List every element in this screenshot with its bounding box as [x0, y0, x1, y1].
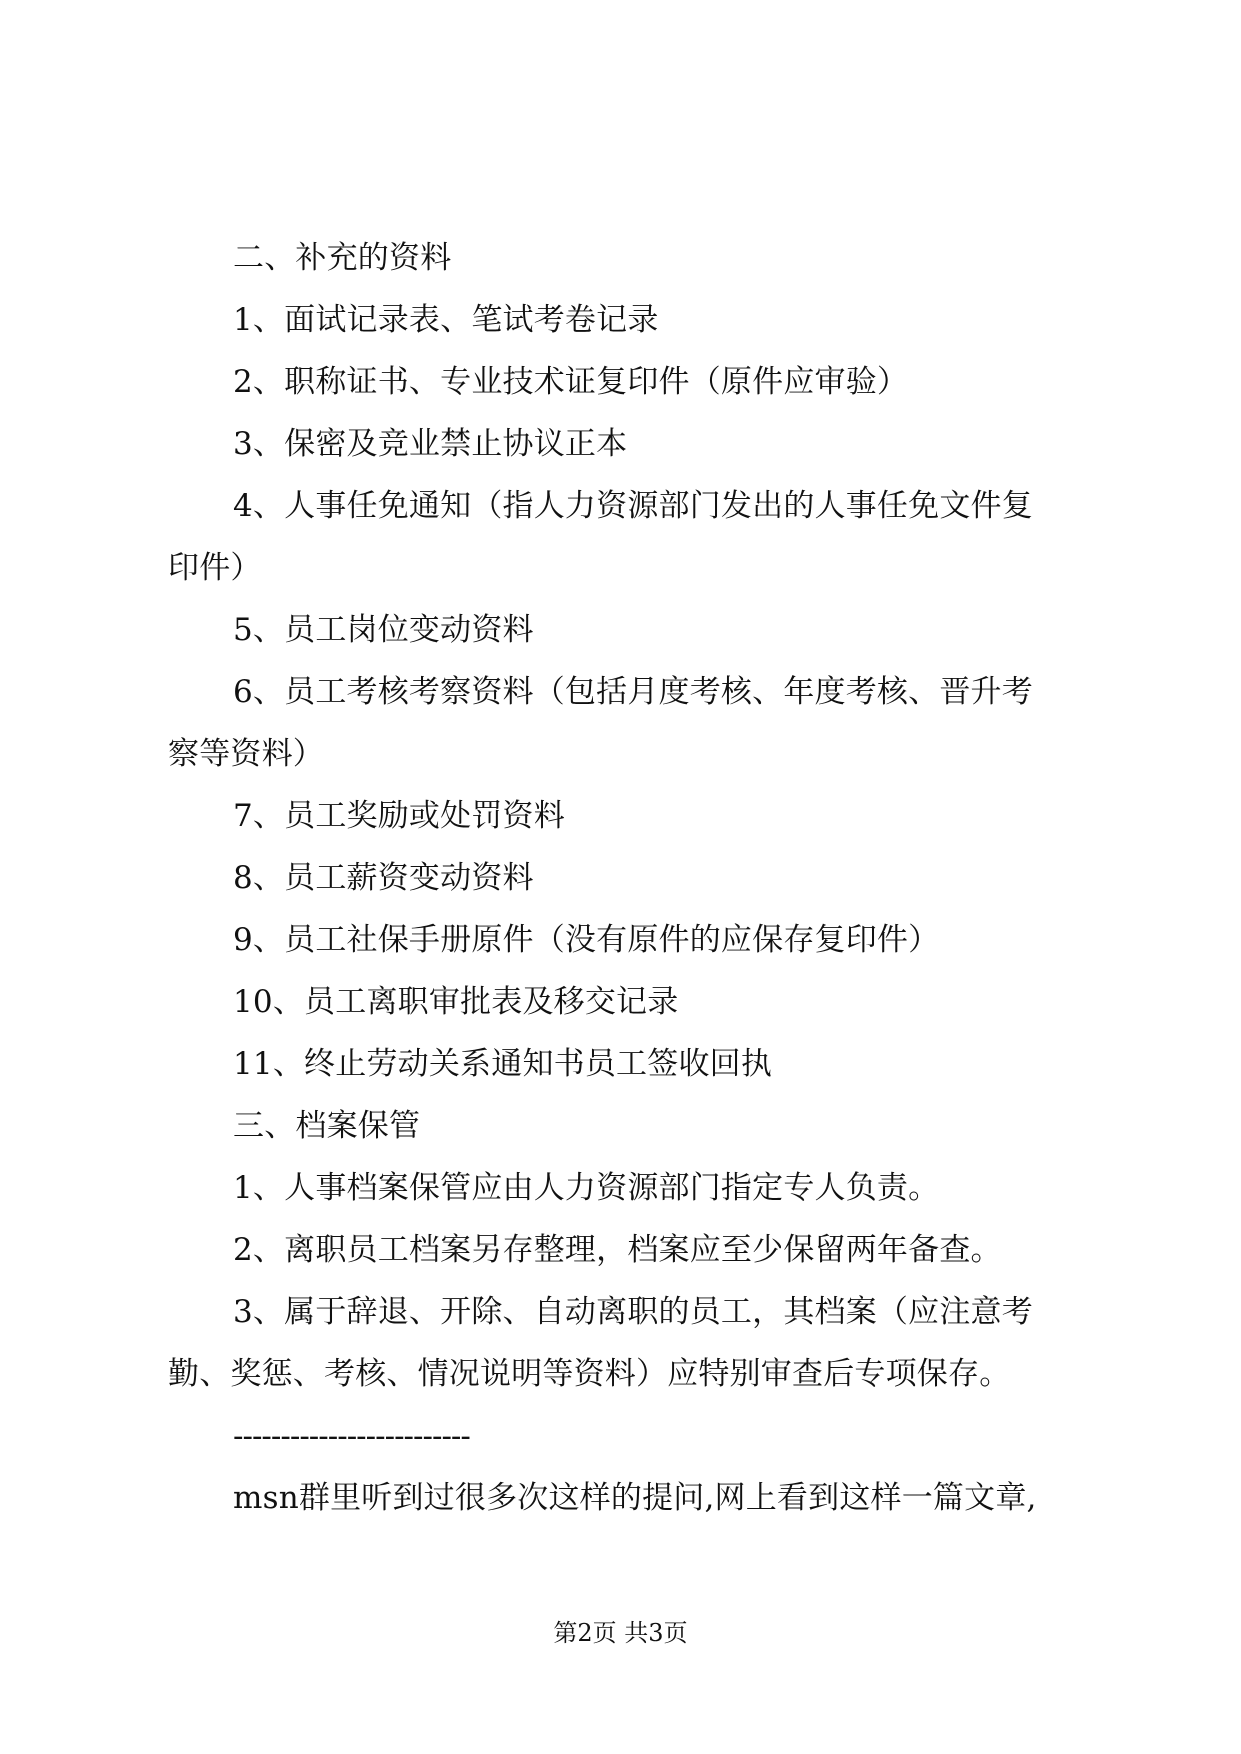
paragraph-text: msn群里听到过很多次这样的提问,网上看到这样一篇文章, [233, 1480, 1037, 1516]
section-heading-archive-storage: 三、档案保管 [233, 1108, 421, 1144]
list-item: 3、属于辞退、开除、自动离职的员工，其档案（应注意考 [233, 1294, 1033, 1330]
list-item: 1、面试记录表、笔试考卷记录 [233, 302, 659, 338]
list-item: 8、员工薪资变动资料 [233, 860, 534, 896]
list-item: 10、员工离职审批表及移交记录 [233, 984, 679, 1020]
section-heading-supplementary: 二、补充的资料 [233, 240, 452, 276]
list-item: 3、保密及竞业禁止协议正本 [233, 426, 628, 462]
list-item: 11、终止劳动关系通知书员工签收回执 [233, 1046, 773, 1082]
list-item-continuation: 印件） [168, 550, 262, 586]
list-item: 1、人事档案保管应由人力资源部门指定专人负责。 [233, 1170, 940, 1206]
separator-dashes: ------------------------- [233, 1418, 470, 1454]
list-item-continuation: 勤、奖惩、考核、情况说明等资料）应特别审查后专项保存。 [168, 1356, 1011, 1392]
list-item: 6、员工考核考察资料（包括月度考核、年度考核、晋升考 [233, 674, 1033, 710]
list-item: 9、员工社保手册原件（没有原件的应保存复印件） [233, 922, 940, 958]
list-item: 2、职称证书、专业技术证复印件（原件应审验） [233, 364, 909, 400]
list-item: 7、员工奖励或处罚资料 [233, 798, 565, 834]
list-item-continuation: 察等资料） [168, 736, 324, 772]
list-item: 4、人事任免通知（指人力资源部门发出的人事任免文件复 [233, 488, 1033, 524]
list-item: 5、员工岗位变动资料 [233, 612, 534, 648]
list-item: 2、离职员工档案另存整理，档案应至少保留两年备查。 [233, 1232, 1002, 1268]
page-footer: 第2页 共3页 [553, 1619, 688, 1647]
